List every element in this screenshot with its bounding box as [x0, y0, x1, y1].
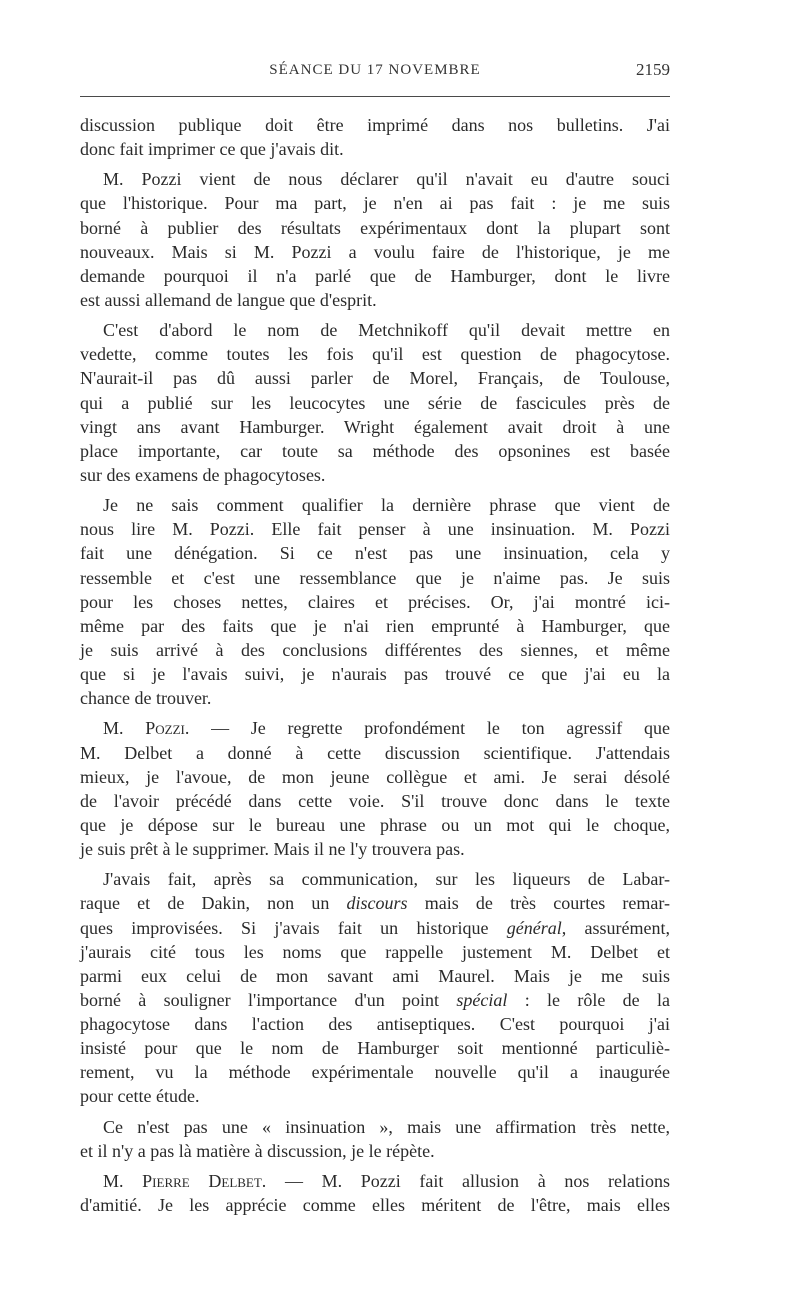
text-line: Je ne sais comment qualifier la dernière phrase que vient de [103, 495, 670, 516]
text-line: sur des examens de phagocytoses. [80, 464, 326, 485]
text-line: M. Pozzi vient de nous déclarer qu'il n'avait eu d'autre souci [103, 169, 670, 190]
line-fragment: mais de très courtes remar- [424, 893, 671, 914]
running-title: SÉANCE DU 17 NOVEMBRE [269, 62, 481, 78]
italic-word: général [506, 917, 562, 938]
text-line: phagocytose dans l'action des antiseptiques. C'est pourquoi j'ai [80, 1014, 670, 1035]
line-fragment: , assurément, [561, 917, 670, 938]
text-line [80, 891, 670, 915]
text-line: je suis arrivé à des conclusions différentes des siennes, et même [80, 639, 670, 660]
speaker-delbet: M. Pierre Delbet. [103, 1170, 267, 1191]
line-fragment: raque et de Dakin, non un [80, 893, 330, 914]
text-line: place importante, car toute sa méthode des opsonines est basée [80, 440, 670, 461]
line-fragment: borné à souligner l'importance d'un point [80, 989, 440, 1010]
text-line: ressemble et c'est une ressemblance que je n'aime pas. Je suis [80, 567, 670, 588]
text-line: j'aurais cité tous les noms que rappelle justement M. Delbet et [80, 941, 670, 962]
body-text [80, 113, 670, 1217]
text-line: J'avais fait, après sa communication, sur les liqueurs de Labar- [103, 869, 670, 890]
italic-word: discours [346, 893, 408, 914]
line-fragment: : le rôle de la [524, 989, 670, 1010]
running-head [80, 58, 670, 88]
text-line: parmi eux celui de mon savant ami Maurel. Mais je me suis [80, 965, 670, 986]
text-line: demande pourquoi il n'a parlé que de Hamburger, dont le livre [80, 265, 670, 286]
header-rule [80, 96, 670, 97]
text-line: mieux, je l'avoue, de mon jeune collègue et ami. Je serai désolé [80, 766, 670, 787]
italic-word: spécial [456, 989, 508, 1010]
text-line: N'aurait-il pas dû aussi parler de Morel, Français, de Toulouse, [80, 368, 670, 389]
text-line: est aussi allemand de langue que d'esprit. [80, 289, 377, 310]
text-line: qui a publié sur les leucocytes une série de fascicules près de [80, 392, 670, 413]
text-line [80, 916, 670, 940]
line-fragment: — Je regrette profondément le ton agressif que [211, 718, 671, 739]
text-line: borné à publier des résultats expérimentaux dont la plupart sont [80, 217, 670, 238]
text-line: de l'avoir précédé dans cette voie. S'il trouve donc dans le texte [80, 790, 670, 811]
text-line: pour cette étude. [80, 1086, 200, 1107]
text-line: vedette, comme toutes les fois qu'il est question de phagocytose. [80, 344, 670, 365]
text-line: insisté pour que le nom de Hamburger soit mentionné particuliè- [80, 1038, 670, 1059]
text-line: donc fait imprimer ce que j'avais dit. [80, 139, 344, 160]
page-number: 2159 [636, 60, 670, 79]
text-line [80, 988, 670, 1012]
text-line: C'est d'abord le nom de Metchnikoff qu'il devait mettre en [103, 320, 670, 341]
text-line: que je dépose sur le bureau une phrase ou un mot qui le choque, [80, 814, 670, 835]
text-line: rement, vu la méthode expérimentale nouvelle qu'il a inaugurée [80, 1062, 670, 1083]
text-line: fait une dénégation. Si ce n'est pas une insinuation, cela y [80, 543, 670, 564]
text-line: que l'historique. Pour ma part, je n'en ai pas fait : je me suis [80, 193, 670, 214]
text-line [80, 1169, 670, 1193]
line-fragment: — M. Pozzi fait allusion à nos relations [284, 1170, 670, 1191]
text-line: vingt ans avant Hamburger. Wright également avait droit à une [80, 416, 670, 437]
text-line: chance de trouver. [80, 688, 212, 709]
line-fragment: ques improvisées. Si j'avais fait un historique [80, 917, 489, 938]
text-line [80, 716, 670, 740]
text-line: M. Delbet a donné à cette discussion scientifique. J'attendais [80, 742, 670, 763]
text-line: je suis prêt à le supprimer. Mais il ne l'y trouvera pas. [80, 839, 465, 860]
text-line: discussion publique doit être imprimé dans nos bulletins. J'ai [80, 115, 670, 135]
text-line: d'amitié. Je les apprécie comme elles méritent de l'être, mais elles [80, 1195, 670, 1216]
text-line: pour les choses nettes, claires et précises. Or, j'ai montré ici- [80, 591, 670, 612]
text-line: même par des faits que je n'ai rien emprunté à Hamburger, que [80, 615, 670, 636]
text-line: Ce n'est pas une « insinuation », mais une affirmation très nette, [103, 1116, 670, 1137]
text-line: et il n'y a pas là matière à discussion, je le répète. [80, 1140, 435, 1161]
text-line: que si je l'avais suivi, je n'aurais pas trouvé ce que j'ai eu la [80, 664, 670, 685]
text-line: nous lire M. Pozzi. Elle fait penser à une insinuation. M. Pozzi [80, 519, 670, 540]
speaker-pozzi: M. Pozzi. [103, 718, 190, 739]
text-line: nouveaux. Mais si M. Pozzi a voulu faire de l'historique, je me [80, 241, 670, 262]
